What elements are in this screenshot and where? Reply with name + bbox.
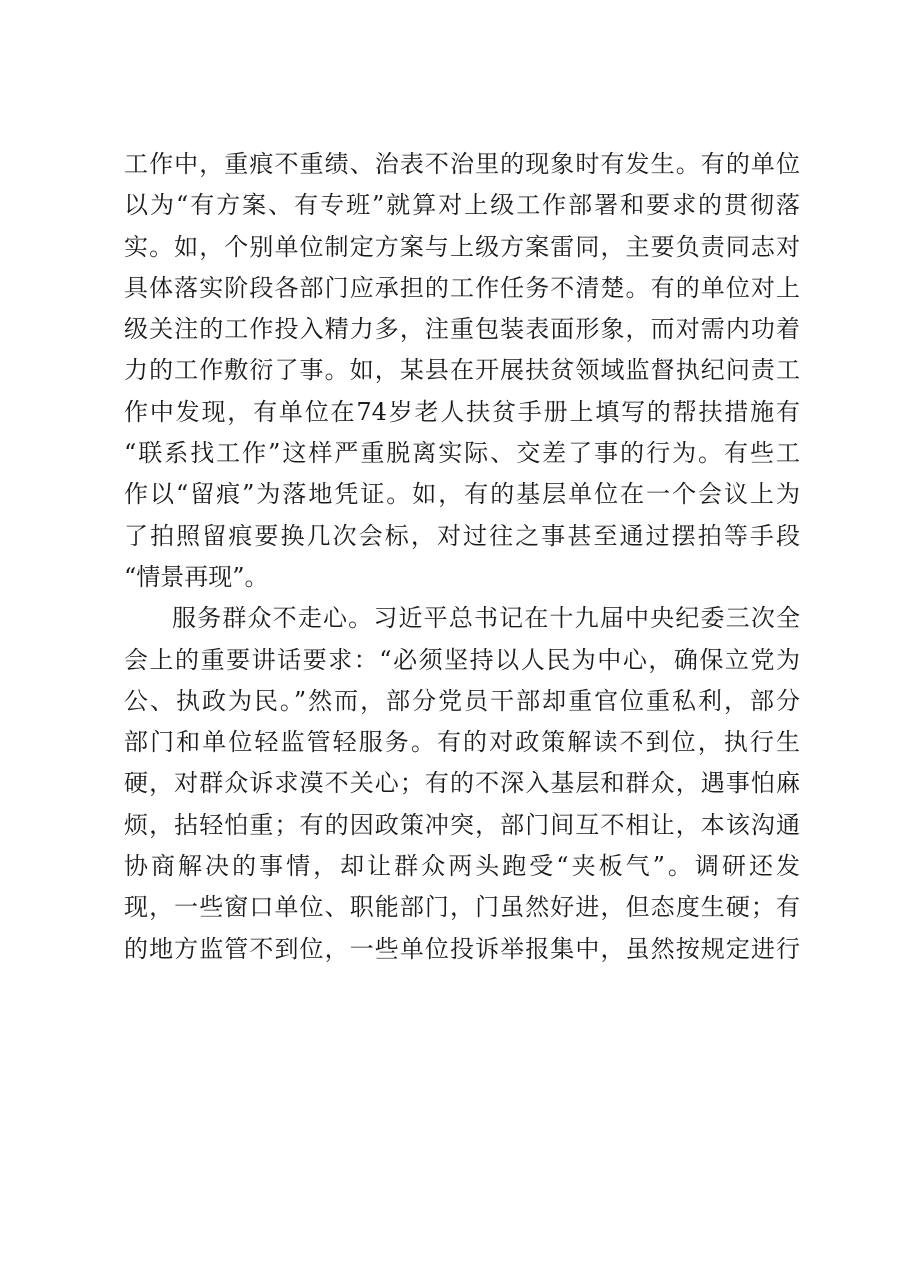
text-line: 级关注的工作投入精力多，注重包装表面形象，而对需内功着 [124, 315, 800, 344]
text-line: 具体落实阶段各部门应承担的工作任务不清楚。有的单位对上 [124, 273, 800, 302]
text-line: 实。如，个别单位制定方案与上级方案雷同，主要负责同志对 [124, 232, 800, 261]
text-line: 硬，对群众诉求漠不关心；有的不深入基层和群众，遇事怕麻 [124, 769, 800, 798]
text-line: 了拍照留痕要换几次会标，对过往之事甚至通过摆拍等手段 [124, 521, 800, 550]
text-line: 公、执政为民。”然而，部分党员干部却重官位重私利，部分 [124, 686, 800, 715]
text-line: 力的工作敷衍了事。如，某县在开展扶贫领域监督执纪问责工 [124, 356, 800, 385]
text-line: “情景再现”。 [124, 562, 269, 591]
text-line: 工作中，重痕不重绩、治表不治里的现象时有发生。有的单位 [124, 150, 800, 178]
document-page [124, 144, 800, 970]
text-line: 部门和单位轻监管轻服务。有的对政策解读不到位，执行生 [124, 728, 800, 757]
text-line: 现，一些窗口单位、职能部门，门虽然好进，但态度生硬；有 [124, 893, 800, 922]
text-line: 的地方监管不到位，一些单位投诉举报集中，虽然按规定进行 [124, 934, 800, 963]
paragraph-2 [124, 598, 800, 970]
text-line: 作以“留痕”为落地凭证。如，有的基层单位在一个会议上为 [124, 480, 800, 509]
text-line: 烦，拈轻怕重；有的因政策冲突，部门间互不相让，本该沟通 [124, 810, 800, 839]
text-line: “联系找工作”这样严重脱离实际、交差了事的行为。有些工 [124, 439, 800, 468]
text-line: 服务群众不走心。习近平总书记在十九届中央纪委三次全 [172, 604, 800, 633]
text-line: 以为“有方案、有专班”就算对上级工作部署和要求的贯彻落 [124, 191, 800, 220]
paragraph-1 [124, 144, 800, 598]
text-line: 会上的重要讲话要求：“必须坚持以人民为中心，确保立党为 [124, 645, 800, 674]
text-line: 协商解决的事情，却让群众两头跑受“夹板气”。调研还发 [124, 852, 800, 881]
text-line: 作中发现，有单位在74岁老人扶贫手册上填写的帮扶措施有 [124, 397, 800, 426]
